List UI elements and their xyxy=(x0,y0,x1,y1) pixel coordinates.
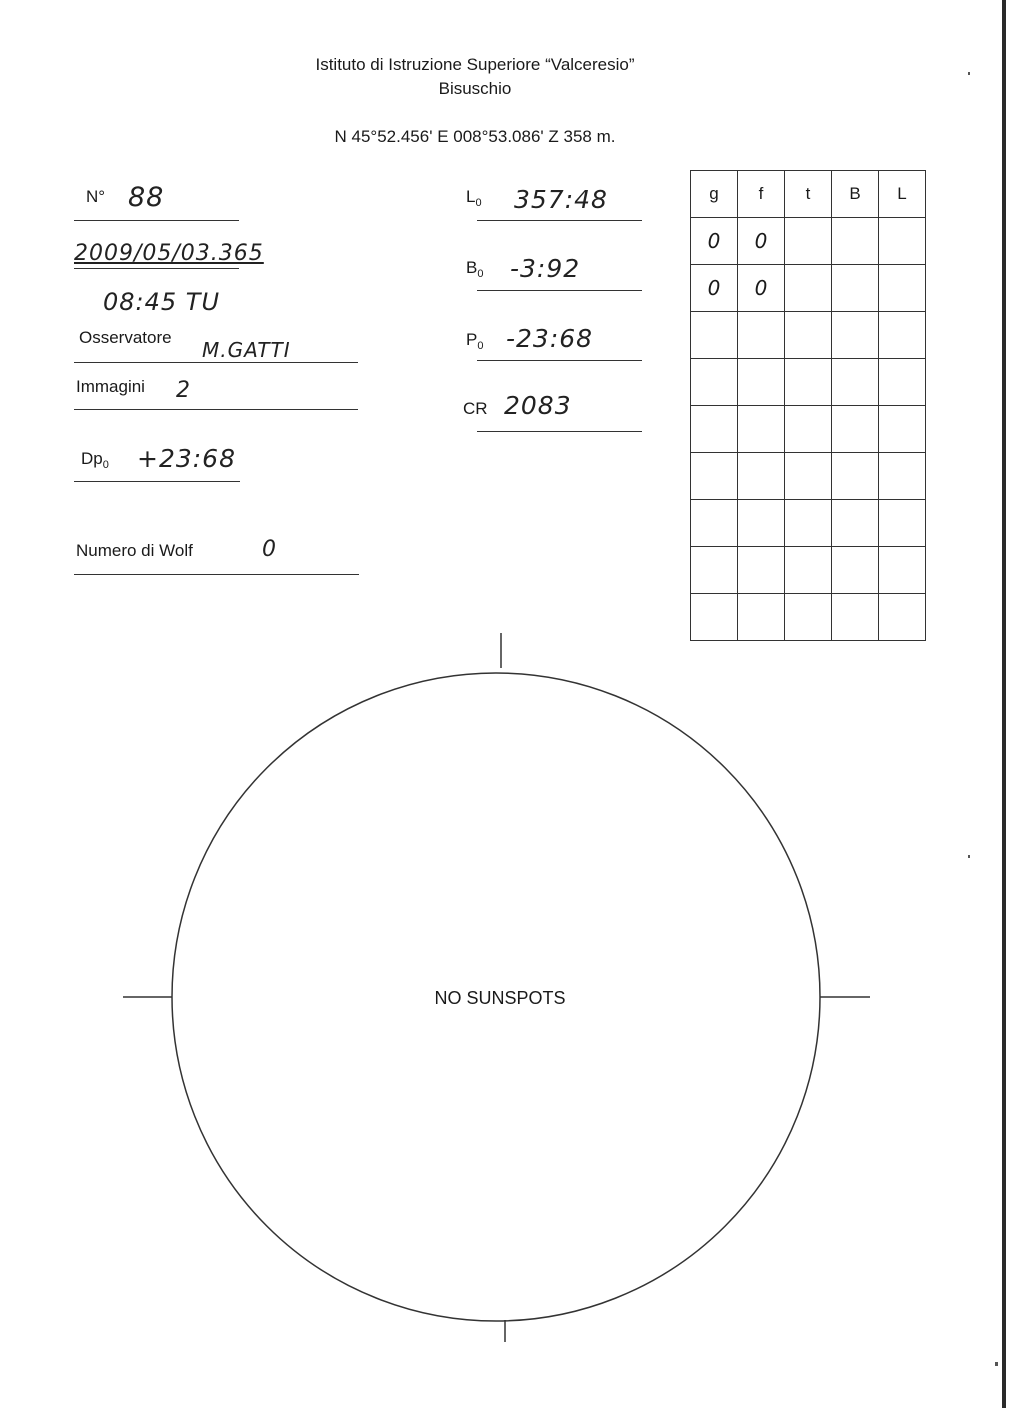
table-header-l: L xyxy=(879,171,926,218)
b0-value: -3:92 xyxy=(510,254,581,283)
l0-value: 357:48 xyxy=(514,185,608,214)
dp0-value: +23:68 xyxy=(137,444,236,473)
p0-label: $P_0$ xyxy=(466,330,484,352)
wolf-label: Numero di Wolf xyxy=(76,541,193,560)
number-value: 88 xyxy=(128,182,165,213)
date-value: 2009/05/03.365 xyxy=(74,241,264,266)
time-value: 08:45 TU xyxy=(103,288,221,316)
observer-value: M.GATTI xyxy=(202,338,291,362)
cr-value: 2083 xyxy=(504,391,572,420)
dp0-label: $Dp_0$ xyxy=(81,449,109,471)
images-label: Immagini xyxy=(76,377,145,396)
table-header-b: B xyxy=(832,171,879,218)
table-header-g: g xyxy=(691,171,738,218)
images-value: 2 xyxy=(176,378,191,403)
table-cell: 0 xyxy=(738,218,785,265)
p0-value: -23:68 xyxy=(506,324,594,353)
table-header-f: f xyxy=(738,171,785,218)
table-cell: 0 xyxy=(691,218,738,265)
table-header-t: t xyxy=(785,171,832,218)
number-label: N° xyxy=(86,187,106,206)
b0-label: $B_0$ xyxy=(466,258,484,280)
l0-label: $L_0$ xyxy=(466,187,482,209)
station-coordinates: N 45°52.456' E 008°53.086' Z 358 m. xyxy=(334,127,616,146)
observer-label: Osservatore xyxy=(79,328,172,347)
table-cell: 0 xyxy=(691,265,738,312)
town-name: Bisuschio xyxy=(438,79,512,98)
cr-label: CR xyxy=(463,399,488,418)
table-cell: 0 xyxy=(738,265,785,312)
wolf-value: 0 xyxy=(262,537,277,562)
no-sunspots-note: NO SUNSPOTS xyxy=(434,988,566,1008)
institute-title: Istituto di Istruzione Superiore “Valceresio” xyxy=(315,55,635,74)
